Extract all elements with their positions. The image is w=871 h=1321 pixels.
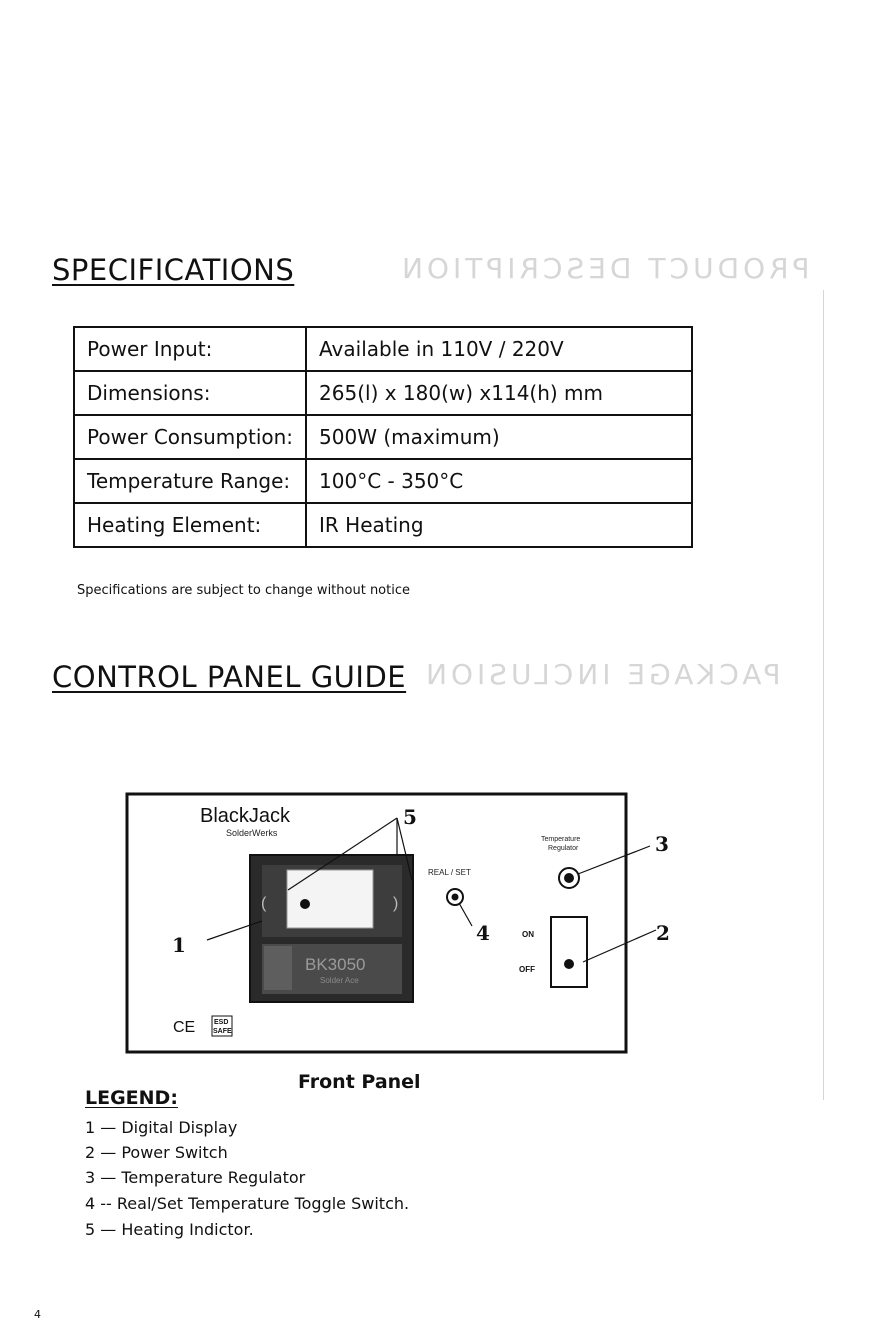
spec-value: Available in 110V / 220V	[306, 327, 692, 371]
control-panel-heading: CONTROL PANEL GUIDE	[52, 660, 407, 694]
ce-mark: CE	[173, 1019, 196, 1036]
svg-text:): )	[393, 895, 399, 912]
model-number: BK3050	[305, 955, 366, 974]
callout-4: 4	[476, 921, 490, 945]
spec-label: Dimensions:	[74, 371, 306, 415]
svg-text:Regulator: Regulator	[548, 845, 579, 852]
real-set-label: REAL / SET	[428, 868, 471, 877]
brand-logo: BlackJack	[200, 805, 291, 827]
callout-2: 2	[656, 921, 670, 945]
on-label: ON	[522, 930, 534, 939]
model-subtitle: Solder Ace	[320, 976, 359, 985]
callout-5: 5	[403, 805, 417, 829]
legend-item: 1 — Digital Display	[85, 1118, 238, 1137]
temp-regulator-label: Temperature	[541, 836, 581, 843]
legend-item: 4 -- Real/Set Temperature Toggle Switch.	[85, 1194, 410, 1213]
spec-label: Temperature Range:	[74, 459, 306, 503]
callout-1: 1	[172, 933, 186, 957]
legend-item: 5 — Heating Indictor.	[85, 1220, 254, 1239]
spec-value: 100°C - 350°C	[306, 459, 692, 503]
svg-text:(: (	[261, 895, 267, 912]
bleed-through-heading-1: PRODUCT DESCRIPTION	[398, 252, 810, 285]
legend-item: 3 — Temperature Regulator	[85, 1168, 306, 1187]
digital-display	[287, 870, 373, 928]
svg-text:SAFE: SAFE	[213, 1028, 232, 1035]
legend-item: 2 — Power Switch	[85, 1143, 228, 1162]
spec-label: Heating Element:	[74, 503, 306, 547]
page-number: 4	[34, 1308, 41, 1321]
figure-caption: Front Panel	[298, 1071, 421, 1093]
heating-indicator-dot	[300, 899, 310, 909]
callout-3: 3	[655, 832, 669, 856]
esd-mark: ESD	[214, 1019, 229, 1026]
spec-label: Power Consumption:	[74, 415, 306, 459]
bleed-through-heading-2: PACKAGE INCLUSION	[422, 658, 781, 691]
power-switch	[551, 917, 587, 987]
specifications-note: Specifications are subject to change without notice	[77, 583, 410, 598]
off-label: OFF	[519, 965, 535, 974]
legend-title: LEGEND:	[85, 1087, 178, 1109]
spec-label: Power Input:	[74, 327, 306, 371]
specifications-heading: SPECIFICATIONS	[52, 253, 295, 287]
spec-value: 500W (maximum)	[306, 415, 692, 459]
brand-subtitle: SolderWerks	[226, 828, 278, 838]
spec-value: 265(l) x 180(w) x114(h) mm	[306, 371, 692, 415]
spec-value: IR Heating	[306, 503, 692, 547]
